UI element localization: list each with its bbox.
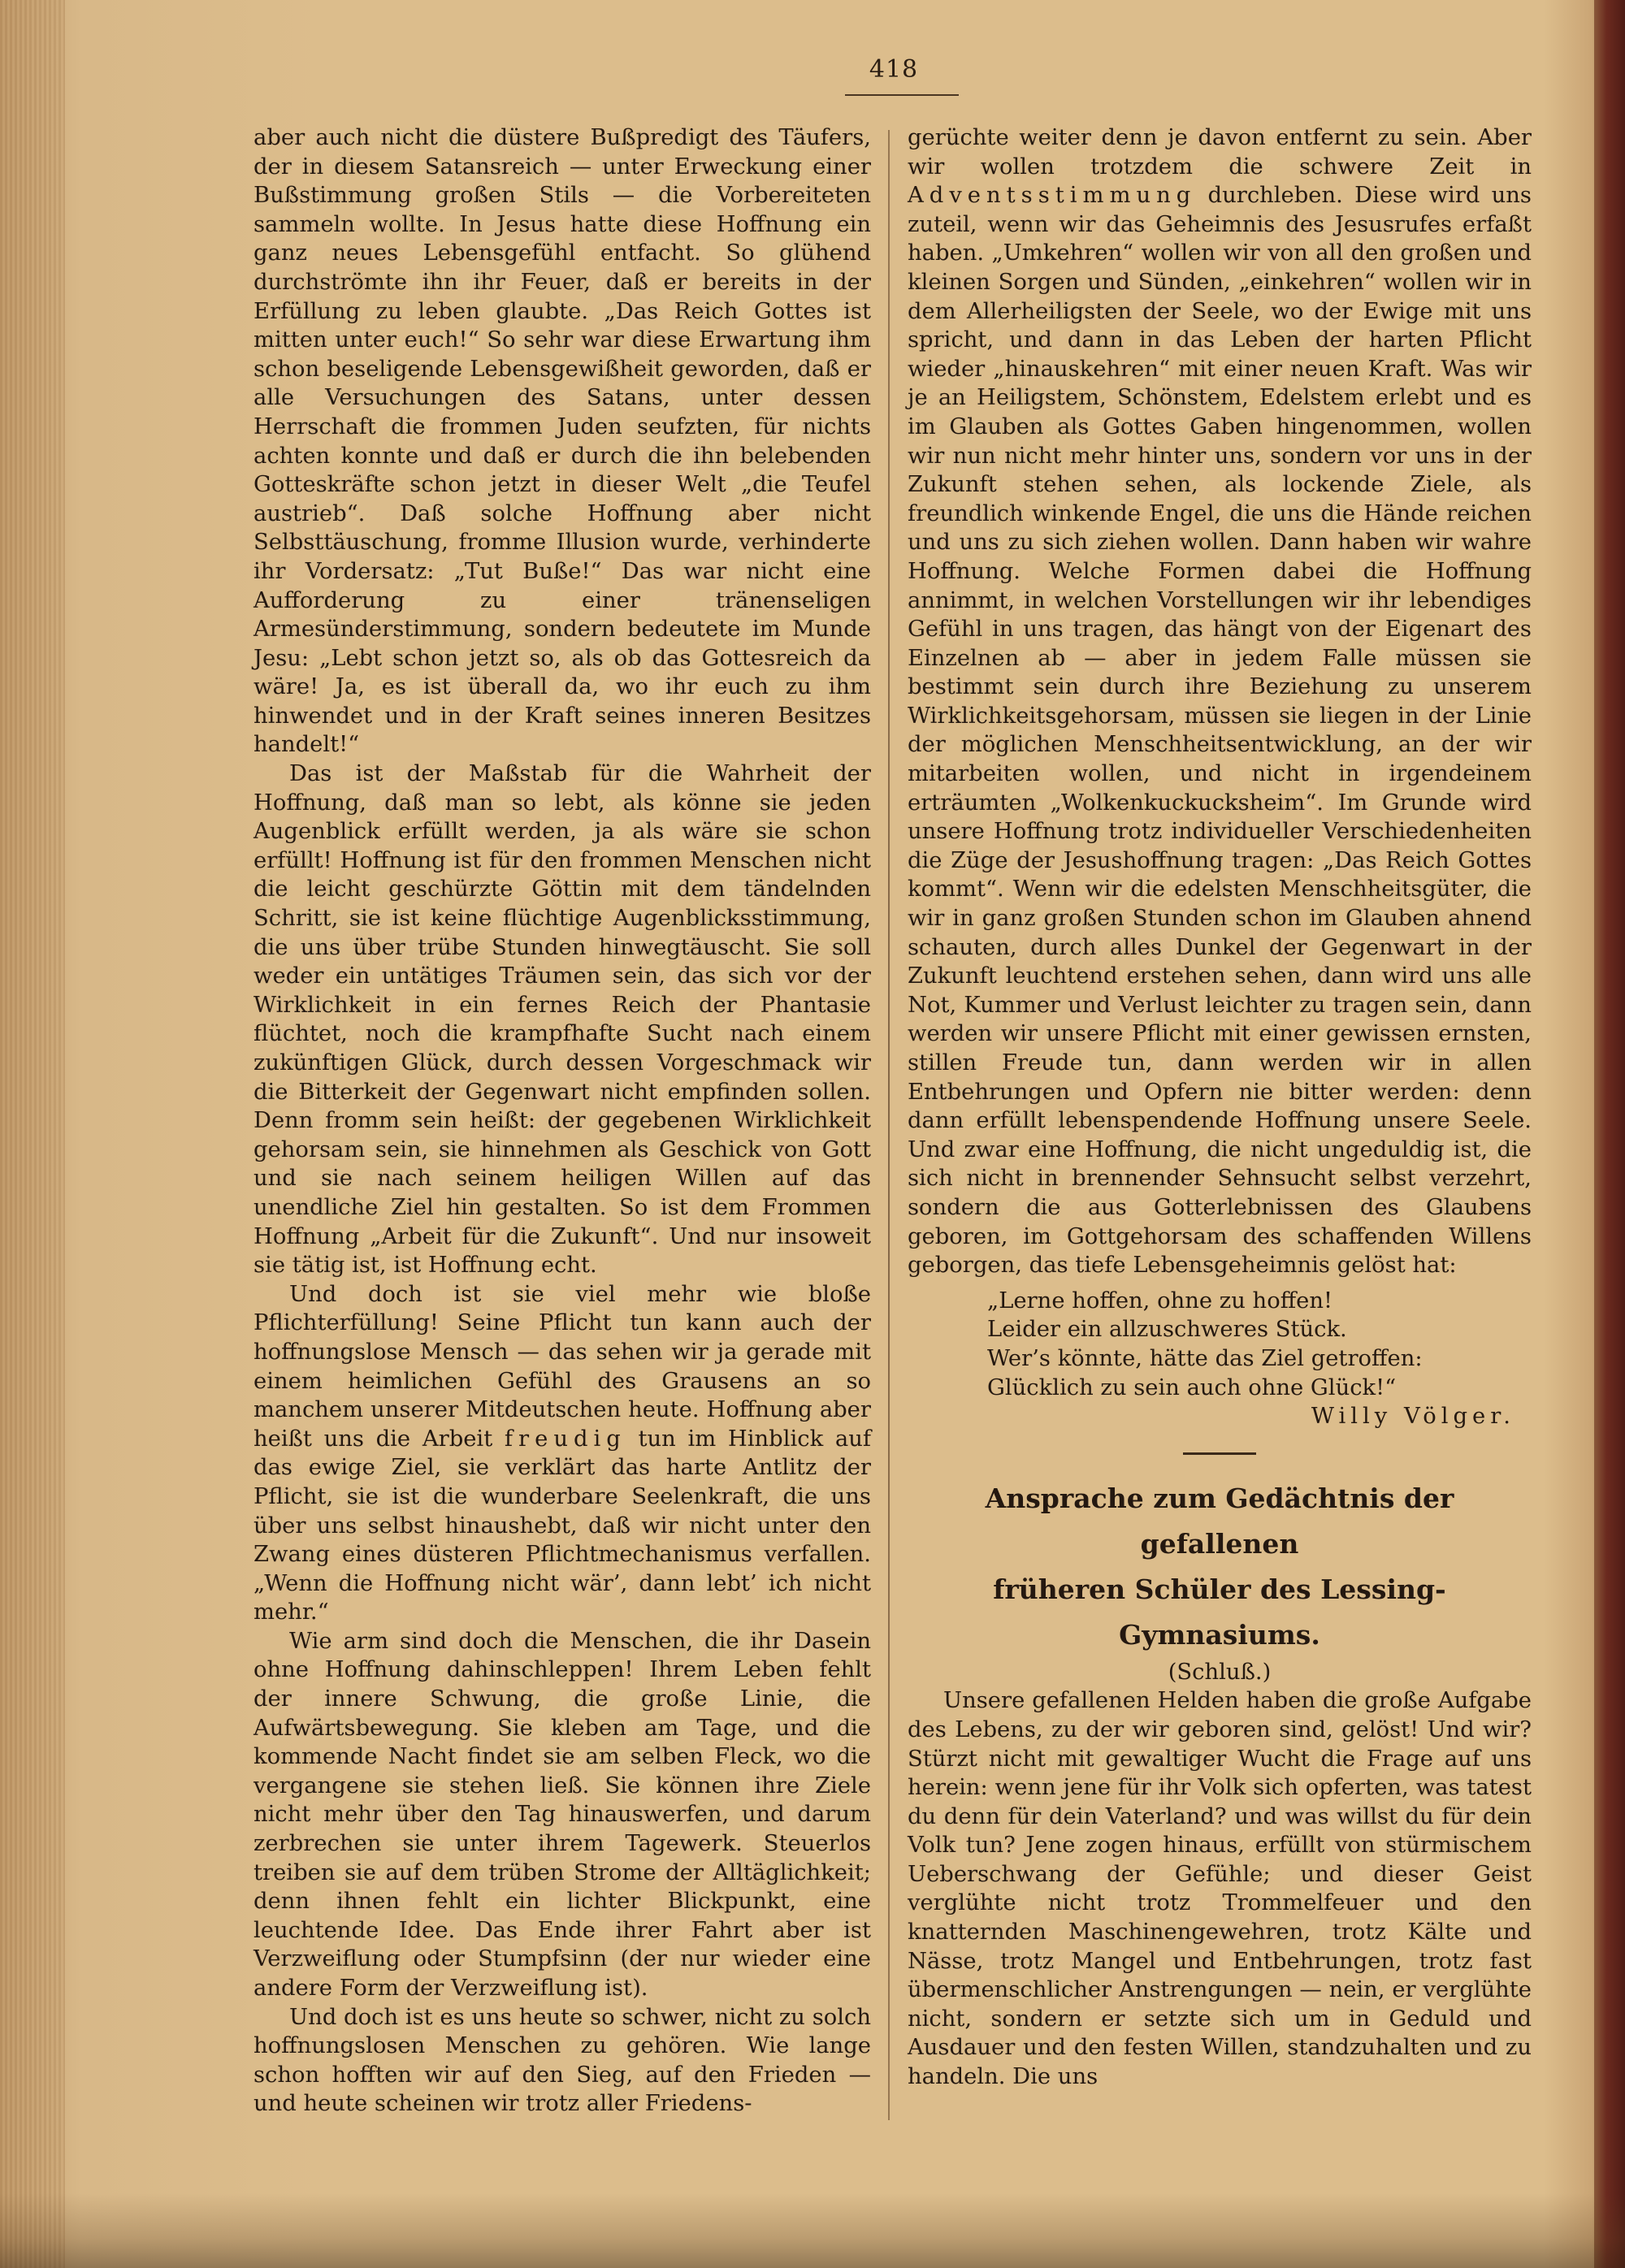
page-shadow (0, 2193, 1625, 2268)
section-title: Ansprache zum Gedächtnis der gefallenen (985, 1482, 1454, 1560)
paragraph: Das ist der Maßstab für die Wahrheit der Hoffnung, daß man so lebt, als könne sie jeden Augenblick erfüllt werden, ja als wäre sie schon erfüllt! Hoffnung ist für den frommen Menschen nicht die leicht geschürzte Göttin mit dem tändelnden Schritt, sie ist keine flüchtige Augenblicksstimmung, die uns über trübe Stunden hinwegtäuscht. Sie soll weder ein untätiges Träumen sein, das sich vor der Wirklichkeit in ein fernes Reich der Phantasie flüchtet, noch die krampfhafte Sucht nach einem zukünftigen Glück, durch dessen Vorgeschmack wir die Bitterkeit der Gegenwart nicht empfinden sollen. Denn fromm sein heißt: der gegebenen Wirklichkeit gehorsam sein, sie hinnehmen als Geschick von Gott und sie nach seinem heiligen Willen auf das unendliche Ziel hin gestalten. So ist dem Frommen Hoffnung „Arbeit für die Zukunft“. Und nur insoweit sie tätig ist, ist Hoffnung echt. (254, 761, 871, 1279)
book-binding-edge (1594, 0, 1625, 2268)
paragraph: Unsere gefallenen Helden haben die große Aufgabe des Lebens, zu der wir geboren sind, gelöst! Und wir? Stürzt nicht mit gewaltiger Wucht die Frage auf uns herein: wenn jene für ihr Volk sich opferten, was tatest du denn für dein Vaterland? und was willst du für dein Volk tun? Jene zogen hinaus, erfüllt von stürmischem Ueberschwang der Gefühle; und dieser Geist verglühte nicht trotz Trommelfeuer und den knatternden Maschinengewehren, trotz Kälte und Nässe, trotz Mangel und Entbehrungen, trotz fast übermenschlicher Anstrengungen — nein, er verglühte nicht, sondern er setzte sich um in Geduld und Ausdauer und den festen Willen, standzuhalten und zu handeln. Die uns (908, 1688, 1532, 2090)
paragraph: aber auch nicht die düstere Bußpredigt des Täufers, der in diesem Satansreich — unter Erweckung einer Bußstimmung großen Stils — die Vorbereiteten sammeln wollte. In Jesus hatte diese Hoffnung ein ganz neues Lebensgefühl entfacht. So glühend durchströmte ihn ihr Feuer, daß er bereits in der Erfüllung zu leben glaubte. „Das Reich Gottes ist mitten unter euch!“ So sehr war diese Erwartung ihm schon beseligende Lebensgewißheit geworden, daß er alle Versuchungen des Satans, unter dessen Herrschaft die frommen Juden seufzten, für nichts achten konnte und daß er durch die ihn belebenden Gotteskräfte schon jetzt in dieser Welt „die Teufel austrieb“. Daß solche Hoffnung aber nicht Selbsttäuschung, fromme Illusion wurde, verhinderte ihr Vordersatz: „Tut Buße!“ Das war nicht eine Aufforderung zu einer tränenseligen Armesünderstimmung, sondern bedeutete im Munde Jesu: „Lebt schon jetzt so, als ob das Gottesreich da wäre! Ja, es ist überall da, wo ihr euch zu ihm hinwendet und in der Kraft seines inneren Besitzes handelt!“ (254, 125, 871, 758)
paragraph: Und doch ist es uns heute so schwer, nicht zu solch hoffnungslosen Menschen zu gehören. Wie lange schon hofften wir auf den Sieg, auf den Frieden — und heute scheinen wir trotz aller Friedens- (254, 2004, 871, 2117)
page-number: 418 (869, 55, 919, 84)
poem (987, 1287, 1532, 1402)
paragraph (254, 1280, 871, 1627)
emphasized-word: Adventsstimmung (908, 183, 1197, 209)
poem-line: Leider ein allzuschweres Stück. (987, 1317, 1347, 1343)
author-signature: Willy Völger. (1311, 1404, 1515, 1430)
column-divider (888, 130, 890, 2120)
header-rule (845, 94, 959, 96)
right-column (908, 123, 1532, 2092)
emphasized-word: freudig (504, 1426, 626, 1452)
left-column (254, 123, 871, 2119)
section-title: früheren Schüler des Lessing-Gymnasiums. (993, 1573, 1446, 1651)
book-gutter (0, 0, 65, 2268)
poem-line: Wer’s könnte, hätte das Ziel getroffen: (987, 1345, 1423, 1371)
section-separator (1183, 1452, 1256, 1455)
section-subtitle: (Schluß.) (1168, 1659, 1272, 1685)
poem-line: Glücklich zu sein auch ohne Glück!“ (987, 1374, 1397, 1400)
paragraph-text: gerüchte weiter denn je davon entfernt zu sein. Aber wir wollen trotzdem die schwere Zeit in (908, 125, 1532, 180)
paragraph-text: Und doch ist sie viel mehr wie bloße Pflichterfüllung! Seine Pflicht tun kann auch der hoffnungslose Mensch — das sehen wir ja gerade mit einem heimlichen Gefühl des Grausens an so manchem unserer Mitdeutschen heute. Hoffnung aber heißt uns die Arbeit (254, 1281, 871, 1452)
poem-line: „Lerne hoffen, ohne zu hoffen! (987, 1288, 1333, 1314)
paragraph-text: durchleben. Diese wird uns zuteil, wenn wir das Geheimnis des Jesusrufes erfaßt haben. „Umkehren“ wollen wir von all den großen und kleinen Sorgen und Sünden, „einkehren“ wollen wir in dem Allerheiligsten der Seele, wo der Ewige mit uns spricht, und dann in das Leben der harten Pflicht wieder „hinauskehren“ mit einer neuen Kraft. Was wir je an Heiligstem, Schönstem, Edelstem erlebt und es im Glauben als Gottes Gaben hingenommen, wollen wir nun nicht mehr hinter uns, sondern vor uns in der Zukunft stehen sehen, als lockende Ziele, als freundlich winkende Engel, die uns die Hände reichen und uns zu sich ziehen wollen. Dann haben wir wahre Hoffnung. Welche Formen dabei die Hoffnung annimmt, in welchen Vorstellungen wir ihr lebendiges Gefühl in uns tragen, das hängt von der Eigenart des Einzelnen ab — aber in jedem Falle müssen sie bestimmt sein durch ihre Beziehung zu unserem Wirklichkeitsgehorsam, müssen sie liegen in der Linie der möglichen Menschheitsentwicklung, an der wir mitarbeiten wollen, und nicht in irgendeinem erträumten „Wolkenkuckucksheim“. Im Grunde wird unsere Hoffnung trotz individueller Verschiedenheiten die Züge der Jesushoffnung tragen: „Das Reich Gottes kommt“. Wenn wir die edelsten Menschheitsgüter, die wir in ganz großen Stunden schon im Glauben ahnend schauten, durch alles Dunkel der Gegenwart in der Zukunft leuchtend erstehen sehen, dann wird uns alle Not, Kummer und Verlust leichter zu tragen sein, dann werden wir unsere Pflicht mit einer gewissen ernsten, stillen Freude tun, dann werden wir in allen Entbehrungen und Opfern nie bitter werden: denn dann erfüllt lebenspendende Hoffnung unsere Seele. Und zwar eine Hoffnung, die nicht ungeduldig ist, die sich nicht in brennender Sehnsucht selbst verzehrt, sondern die aus Gotterlebnissen des Glaubens geboren, im Gottgehorsam des schaffenden Willens geborgen, das tiefe Lebensgeheimnis gelöst hat: (908, 183, 1532, 1279)
paragraph (908, 123, 1532, 1280)
paragraph-text: tun im Hinblick auf das ewige Ziel, sie verklärt das harte Antlitz der Pflicht, sie ist die wunderbare Seelenkraft, die uns über uns selbst hinaushebt, daß wir nicht unter den Zwang eines düsteren Pflichtmechanismus verfallen. „Wenn die Hoffnung nicht wär’, dann lebt’ ich nicht mehr.“ (254, 1426, 871, 1625)
paragraph: Wie arm sind doch die Menschen, die ihr Dasein ohne Hoffnung dahinschleppen! Ihrem Leben fehlt der innere Schwung, die große Linie, die Aufwärtsbewegung. Sie kleben am Tage, und die kommende Nacht findet sie am selben Fleck, wo die vergangene sie stehen ließ. Sie können ihre Ziele nicht mehr über den Tag hinauswerfen, und darum zerbrechen sie unter ihrem Tagewerk. Steuerlos treiben sie auf dem trüben Strome der Alltäglichkeit; denn ihnen fehlt ein lichter Blickpunkt, eine leuchtende Idee. Das Ende ihrer Fahrt aber ist Verzweiflung oder Stumpfsinn (der nur wieder eine andere Form der Verzweiflung ist). (254, 1628, 871, 2001)
